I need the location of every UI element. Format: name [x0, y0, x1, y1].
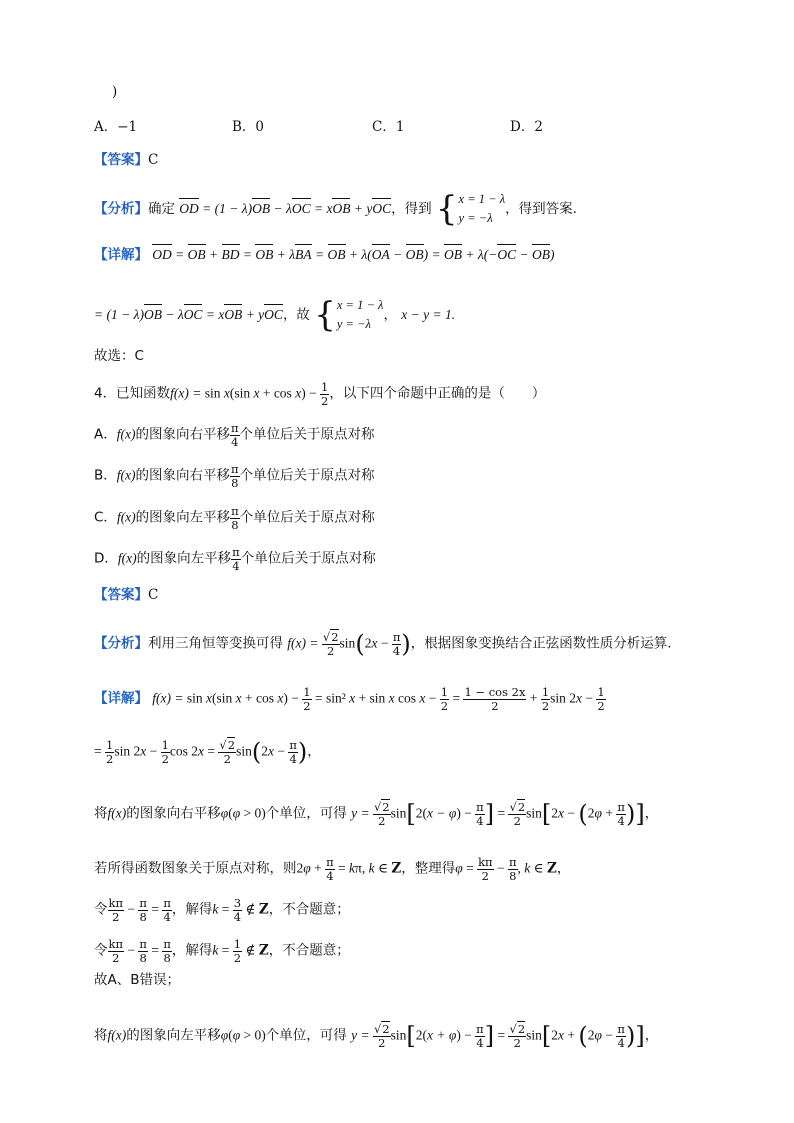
q4-option-d: D．f(x)的图象向左平移 $\frac{\pi}{4}$ 个单位后关于原点对称	[94, 545, 376, 573]
q4-let1: 令 $\frac{k\pi}{2}$ − $\frac{\pi}{8}$ = $\frac{\pi}{4}$ ，解得k = $\frac{3}{4}$ ∉ Z，不合题意；	[94, 896, 350, 924]
q4-detail-line1: 【详解】 f(x) = sin x(sin x + cos x) − $\frac{1}{2}$ = sin² x + sin x cos x − $\frac{1}{2}$ = $\frac{1 - \cos 2x}{2}$ + $\frac{1}{2}$ sin 2x − $\frac{1}{2}$	[94, 685, 605, 713]
q3-detail-line1: 【详解】 OD = OB + BD = OB + λBA = OB + λ(OA − OB) = OB + λ(−OC − OB)	[94, 247, 555, 263]
q4-analysis: 【分析】利用三角恒等变换可得 f(x) = $\frac{√2}{2}$ sin(2x − $\frac{\pi}{4}$ )，根据图象变换结合正弦函数性质分析运算.	[94, 629, 672, 658]
q4-shift-right: 将f(x)的图象向右平移φ(φ > 0)个单位，可得 y = $\frac{√2}{2}$ sin[2(x − φ) − $\frac{\pi}{4}$ ] = $\frac{√2}{2}$ sin[2x − (2φ + $\frac{\pi}{4}$ )]，	[94, 799, 659, 828]
q3-analysis: 【分析】确定 OD = (1 − λ)OB − λOC = xOB + yOC，得到 { x = 1 − λ y = −λ ，得到答案.	[94, 189, 577, 230]
q4-option-a: A．f(x)的图象向右平移 $\frac{\pi}{4}$ 个单位后关于原点对称	[94, 421, 375, 449]
q4-shift-left: 将f(x)的图象向左平移φ(φ > 0)个单位，可得 y = $\frac{√2}{2}$ sin[2(x + φ) − $\frac{\pi}{4}$ ] = $\frac{√2}{2}$ sin[2x + (2φ − $\frac{\pi}{4}$ )]，	[94, 1021, 659, 1050]
q4-symmetry: 若所得函数图象关于原点对称，则2φ + $\frac{\pi}{4}$ = kπ, k ∈ Z，整理得φ = $\frac{k\pi}{2}$ − $\frac{\pi}{8}$ , k ∈ Z，	[94, 855, 571, 883]
q3-answer: C	[148, 152, 159, 168]
q3-option-a: A．−1	[94, 119, 138, 135]
q3-option-d: D．2	[510, 119, 543, 135]
q4-stem: 4．已知函数f(x) = sin x(sin x + cos x) − $\frac{1}{2}$ ，以下四个命题中正确的是（ ）	[94, 380, 546, 408]
q3-detail-line2: = (1 − λ)OB − λOC = xOB + yOC，故 { x = 1 − λ y = −λ ， x − y = 1.	[94, 295, 456, 336]
q3-tail: )	[112, 84, 118, 100]
q4-let2: 令 $\frac{k\pi}{2}$ − $\frac{\pi}{8}$ = $\frac{\pi}{8}$ ，解得k = $\frac{1}{2}$ ∉ Z，不合题意；	[94, 937, 350, 965]
q4-wrong: 故A、B错误；	[94, 972, 180, 988]
q3-answer-tag: 【答案】	[94, 152, 148, 168]
q4-option-b: B．f(x)的图象向右平移 $\frac{\pi}{8}$ 个单位后关于原点对称	[94, 462, 375, 490]
q4-answer: C	[148, 587, 159, 603]
q3-option-b: B．0	[232, 119, 265, 135]
q4-option-c: C．f(x)的图象向左平移 $\frac{\pi}{8}$ 个单位后关于原点对称	[94, 504, 375, 532]
q4-answer-tag: 【答案】	[94, 587, 148, 603]
q3-option-c: C．1	[372, 119, 405, 135]
q4-detail-line2: = $\frac{1}{2}$ sin 2x − $\frac{1}{2}$ cos 2x = $\frac{√2}{2}$ sin(2x − $\frac{\pi}{4}$ )，	[94, 737, 321, 766]
q3-conclusion: 故选：C	[94, 348, 144, 364]
